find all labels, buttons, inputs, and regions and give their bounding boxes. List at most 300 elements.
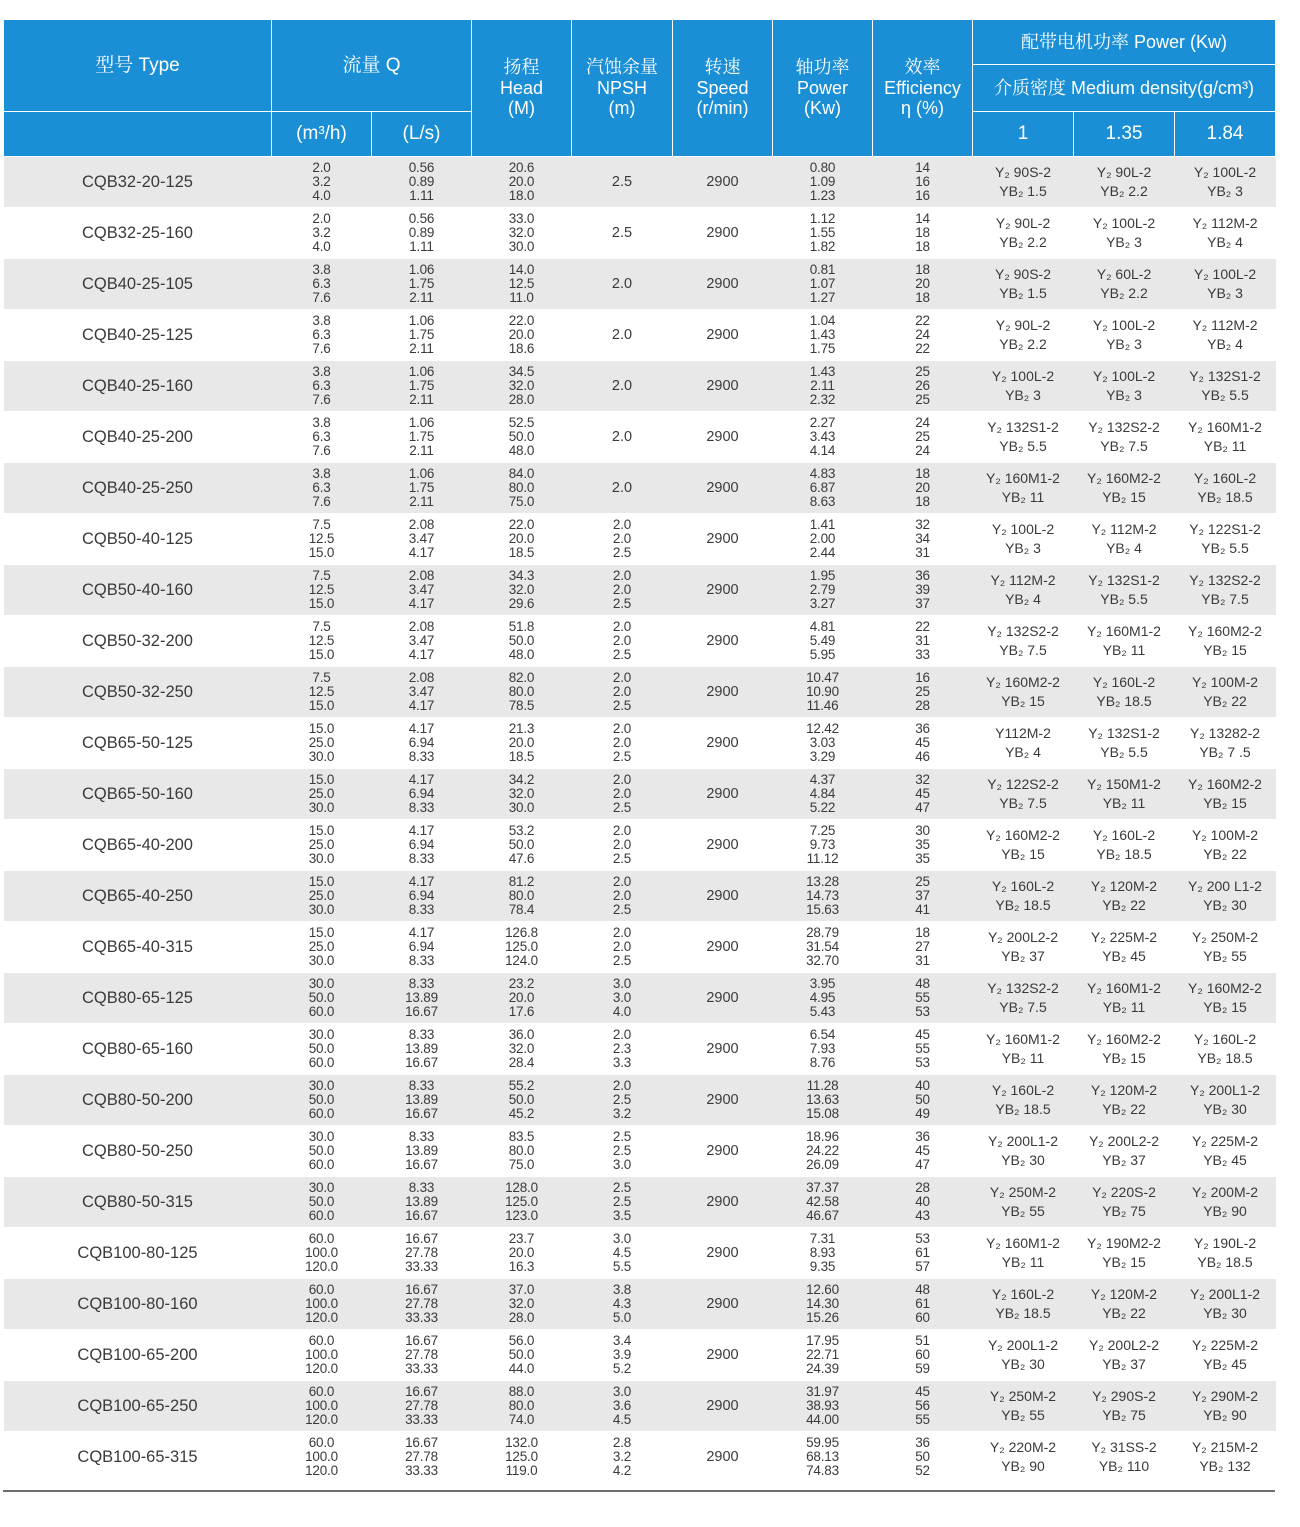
cell-value: 20	[915, 480, 930, 495]
cell-head	[472, 463, 572, 514]
cell-speed: 2900	[673, 259, 773, 310]
cell-value: 125.0	[505, 939, 538, 954]
cell-npsh	[572, 820, 673, 871]
cell-value: 119.0	[505, 1463, 538, 1478]
cell-motor-density-3	[1175, 1126, 1276, 1177]
cell-value: 3.0	[612, 990, 632, 1005]
cell-value: 16.67	[405, 1055, 438, 1070]
cell-value: 4.37	[809, 772, 836, 787]
cell-value: 22.0	[508, 313, 535, 328]
header-flow: 流量 Q	[272, 20, 472, 112]
cell-motor-density-1	[973, 412, 1074, 463]
cell-value: 18	[915, 925, 930, 940]
motor-model: Y₂ 160M1-2	[1087, 623, 1161, 639]
cell-value: 6.3	[312, 378, 331, 393]
table-row	[4, 871, 1276, 922]
cell-value: 53	[915, 1231, 930, 1246]
cell-value: 7.6	[312, 290, 331, 305]
cell-value: 78.4	[508, 902, 535, 917]
cell-value: 32	[915, 772, 930, 787]
cell-value: 30.0	[308, 1180, 335, 1195]
cell-value: 3.0	[612, 1157, 632, 1172]
cell-model: CQB40-25-160	[4, 361, 272, 412]
cell-value: 2.5	[612, 851, 632, 866]
cell-npsh	[572, 1330, 673, 1381]
cell-value: 100.0	[305, 1347, 338, 1362]
cell-value: 2.0	[612, 721, 632, 736]
cell-q-ls	[372, 157, 472, 208]
motor-model: Y₂ 160L-2	[991, 1286, 1055, 1302]
cell-motor-density-1	[973, 361, 1074, 412]
cell-head	[472, 514, 572, 565]
cell-value: 51	[915, 1333, 930, 1348]
cell-value: 0.56	[408, 160, 435, 175]
cell-value: 3.8	[312, 364, 331, 379]
motor-model: Y₂ 100L-2	[991, 368, 1055, 384]
cell-npsh	[572, 1432, 673, 1483]
cell-value: 8.93	[809, 1245, 836, 1260]
header-head	[472, 20, 572, 157]
motor-model: Y₂ 160M2-2	[1087, 470, 1161, 486]
cell-value: 6.3	[312, 276, 331, 291]
cell-value: 1.11	[409, 239, 434, 254]
table-row	[4, 361, 1276, 412]
cell-value: 82.0	[508, 670, 535, 685]
cell-value: 3.8	[612, 1282, 632, 1297]
table-row	[4, 718, 1276, 769]
cell-value: 3.27	[809, 596, 836, 611]
cell-value: 2.5	[612, 800, 632, 815]
cell-value: 18.96	[806, 1129, 839, 1144]
cell-motor-density-2	[1074, 259, 1175, 310]
cell-motor-density-1	[973, 871, 1074, 922]
motor-power: YB₂ 7.5	[1100, 438, 1148, 454]
motor-power: YB₂ 22	[1102, 1101, 1146, 1117]
motor-model: Y₂ 60L-2	[1096, 266, 1152, 282]
cell-value: 16.67	[405, 1004, 438, 1019]
cell-motor-density-2	[1074, 871, 1175, 922]
cell-model: CQB40-25-250	[4, 463, 272, 514]
cell-value: 60.0	[308, 1282, 335, 1297]
cell-power	[773, 667, 873, 718]
cell-value: 80.0	[508, 888, 535, 903]
motor-model: Y₂ 90L-2	[995, 317, 1051, 333]
pump-spec-table	[3, 19, 1276, 1483]
motor-model: Y₂ 100L-2	[991, 521, 1055, 537]
motor-model: Y₂ 160M1-2	[1087, 980, 1161, 996]
cell-value: 2.27	[809, 415, 836, 430]
cell-value: 3.2	[312, 174, 331, 189]
cell-power	[773, 1075, 873, 1126]
cell-power	[773, 769, 873, 820]
cell-value: 15.0	[308, 721, 335, 736]
motor-power: YB₂ 45	[1102, 948, 1146, 964]
cell-value: 0.89	[408, 174, 435, 189]
cell-value: 27.78	[405, 1398, 438, 1413]
cell-value: 25	[915, 392, 930, 407]
cell-value: 100.0	[305, 1296, 338, 1311]
cell-motor-density-2	[1074, 1228, 1175, 1279]
cell-value: 1.41	[809, 517, 836, 532]
cell-value: 2.11	[810, 378, 835, 393]
motor-power: YB₂ 3	[1207, 183, 1243, 199]
cell-value: 4.84	[809, 786, 836, 801]
cell-value: 2.08	[408, 517, 435, 532]
cell-value: 4.0	[312, 239, 331, 254]
cell-value: 2.0	[612, 837, 632, 852]
header-head-en: Head	[499, 77, 544, 98]
cell-value: 27	[915, 939, 930, 954]
cell-model: CQB80-65-125	[4, 973, 272, 1024]
motor-power: YB₂ 45	[1203, 1356, 1247, 1372]
cell-value: 44.00	[806, 1412, 839, 1427]
cell-q-ls	[372, 616, 472, 667]
cell-motor-density-1	[973, 616, 1074, 667]
cell-value: 57	[915, 1259, 930, 1274]
cell-value: 2.0	[612, 670, 632, 685]
cell-q-m3h	[272, 667, 372, 718]
cell-value: 12.5	[308, 633, 335, 648]
cell-value: 31	[915, 545, 930, 560]
cell-motor-density-1	[973, 820, 1074, 871]
motor-model: Y₂ 100L-2	[1193, 266, 1257, 282]
cell-value: 48	[915, 1282, 930, 1297]
cell-value: 30.0	[308, 1078, 335, 1093]
cell-value: 3.95	[809, 976, 836, 991]
cell-value: 55.2	[508, 1078, 535, 1093]
cell-value: 3.47	[408, 531, 435, 546]
cell-value: 37.37	[806, 1180, 839, 1195]
cell-value: 26	[915, 378, 930, 393]
table-row	[4, 769, 1276, 820]
cell-npsh	[572, 565, 673, 616]
motor-power: YB₂ 3	[1106, 336, 1142, 352]
cell-value: 30.0	[308, 1129, 335, 1144]
motor-power: YB₂ 110	[1098, 1458, 1150, 1474]
cell-value: 24.22	[806, 1143, 839, 1158]
cell-value: 28.79	[806, 925, 839, 940]
motor-model: Y₂ 190M2-2	[1087, 1235, 1161, 1251]
cell-value: 2.5	[612, 596, 632, 611]
cell-value: 2.0	[612, 823, 632, 838]
cell-head	[472, 1381, 572, 1432]
cell-speed: 2900	[673, 973, 773, 1024]
cell-q-m3h	[272, 1432, 372, 1483]
motor-power: YB₂ 15	[1001, 693, 1045, 709]
cell-value: 4.81	[809, 619, 836, 634]
cell-speed: 2900	[673, 1126, 773, 1177]
header-eff-en: Efficiency	[884, 77, 961, 98]
cell-value: 14.30	[806, 1296, 839, 1311]
motor-power: YB₂ 1.5	[999, 183, 1047, 199]
cell-value: 22	[915, 341, 930, 356]
cell-value: 2.11	[409, 290, 434, 305]
cell-speed: 2900	[673, 820, 773, 871]
cell-value: 8.33	[408, 1078, 435, 1093]
cell-value: 2.5	[612, 1092, 632, 1107]
cell-q-m3h	[272, 1126, 372, 1177]
motor-power: YB₂ 3	[1005, 540, 1041, 556]
header-npsh-cn: 汽蚀余量	[586, 56, 658, 77]
header-power-unit: (Kw)	[804, 98, 841, 119]
cell-value: 2.0	[612, 1027, 632, 1042]
motor-power: YB₂ 22	[1203, 846, 1247, 862]
cell-speed: 2900	[673, 1432, 773, 1483]
motor-power: YB₂ 30	[1001, 1152, 1045, 1168]
cell-motor-density-3	[1175, 718, 1276, 769]
table-row	[4, 1330, 1276, 1381]
cell-npsh	[572, 616, 673, 667]
cell-value: 1.55	[809, 225, 836, 240]
header-density-1: 1	[973, 112, 1074, 157]
cell-motor-density-1	[973, 1177, 1074, 1228]
cell-value: 0.56	[408, 211, 435, 226]
cell-value: 5.49	[809, 633, 836, 648]
cell-motor-density-2	[1074, 157, 1175, 208]
table-row	[4, 922, 1276, 973]
cell-value: 27.78	[405, 1347, 438, 1362]
cell-value: 45.2	[508, 1106, 535, 1121]
cell-value: 46.67	[806, 1208, 839, 1223]
motor-model: Y₂ 160M1-2	[986, 1031, 1060, 1047]
cell-value: 60.0	[308, 1435, 335, 1450]
table-row	[4, 1228, 1276, 1279]
cell-power	[773, 565, 873, 616]
cell-head	[472, 1228, 572, 1279]
cell-q-ls	[372, 1279, 472, 1330]
cell-value: 6.94	[408, 786, 435, 801]
cell-value: 16.3	[508, 1259, 535, 1274]
cell-motor-density-1	[973, 1228, 1074, 1279]
cell-speed: 2900	[673, 1024, 773, 1075]
cell-value: 28	[915, 698, 930, 713]
header-density-2: 1.35	[1074, 112, 1175, 157]
cell-npsh	[572, 769, 673, 820]
table-row	[4, 1432, 1276, 1483]
cell-value: 3.0	[612, 1384, 632, 1399]
motor-power: YB₂ 4	[1106, 540, 1142, 556]
cell-model: CQB100-65-200	[4, 1330, 272, 1381]
cell-motor-density-1	[973, 922, 1074, 973]
cell-value: 78.5	[508, 698, 535, 713]
cell-value: 31.54	[806, 939, 839, 954]
motor-model: Y₂ 90L-2	[1096, 164, 1152, 180]
cell-head	[472, 208, 572, 259]
motor-model: Y₂ 132S2-2	[1088, 419, 1160, 435]
cell-value: 1.06	[408, 364, 435, 379]
cell-motor-density-3	[1175, 973, 1276, 1024]
cell-value: 50.0	[308, 1092, 335, 1107]
cell-motor-density-3	[1175, 310, 1276, 361]
cell-value: 18.5	[508, 545, 535, 560]
cell-head	[472, 412, 572, 463]
cell-value: 1.82	[809, 239, 836, 254]
cell-value: 34	[915, 531, 930, 546]
cell-value: 2.11	[409, 341, 434, 356]
cell-value: 34.5	[508, 364, 535, 379]
cell-eff	[873, 514, 973, 565]
cell-motor-density-1	[973, 463, 1074, 514]
cell-value: 7.6	[312, 443, 331, 458]
motor-model: Y₂ 132S2-2	[987, 980, 1059, 996]
cell-value: 1.75	[408, 480, 435, 495]
cell-value: 125.0	[505, 1449, 538, 1464]
cell-value: 24	[915, 443, 930, 458]
table-row	[4, 1177, 1276, 1228]
cell-value: 28.4	[508, 1055, 535, 1070]
cell-power	[773, 1228, 873, 1279]
cell-value: 36	[915, 568, 930, 583]
cell-head	[472, 769, 572, 820]
cell-speed: 2900	[673, 208, 773, 259]
cell-value: 75.0	[508, 1157, 535, 1172]
cell-eff	[873, 1432, 973, 1483]
cell-q-ls	[372, 820, 472, 871]
motor-model: Y₂ 132S1-2	[1189, 368, 1261, 384]
cell-head	[472, 718, 572, 769]
cell-value: 25	[915, 364, 930, 379]
cell-value: 1.06	[408, 262, 435, 277]
header-motor-power: 配带电机功率 Power (Kw)	[973, 20, 1276, 65]
cell-value: 12.42	[806, 721, 839, 736]
cell-value: 32.0	[508, 1296, 535, 1311]
cell-value: 33.33	[405, 1310, 438, 1325]
cell-value: 34.3	[508, 568, 535, 583]
cell-value: 4.17	[408, 596, 435, 611]
cell-value: 2.08	[408, 619, 435, 634]
cell-motor-density-3	[1175, 1228, 1276, 1279]
motor-power: YB₂ 4	[1207, 234, 1243, 250]
cell-value: 36.0	[508, 1027, 535, 1042]
cell-motor-density-3	[1175, 361, 1276, 412]
cell-value: 51.8	[508, 619, 535, 634]
cell-value: 49	[915, 1106, 930, 1121]
cell-value: 60.0	[308, 1231, 335, 1246]
motor-power: YB₂ 75	[1102, 1203, 1146, 1219]
motor-power: YB₂ 75	[1102, 1407, 1146, 1423]
motor-model: Y₂ 112M-2	[1091, 521, 1157, 537]
cell-value: 8.33	[408, 902, 435, 917]
cell-value: 100.0	[305, 1449, 338, 1464]
cell-value: 46	[915, 749, 930, 764]
cell-head	[472, 820, 572, 871]
cell-q-m3h	[272, 871, 372, 922]
cell-value: 4.17	[408, 698, 435, 713]
cell-model: CQB100-80-160	[4, 1279, 272, 1330]
cell-value: 25.0	[308, 888, 335, 903]
cell-motor-density-1	[973, 1330, 1074, 1381]
cell-value: 68.13	[806, 1449, 839, 1464]
cell-speed: 2900	[673, 157, 773, 208]
cell-q-ls	[372, 565, 472, 616]
motor-model: Y₂ 132S1-2	[1088, 725, 1160, 741]
cell-speed: 2900	[673, 922, 773, 973]
cell-value: 53	[915, 1055, 930, 1070]
motor-power: YB₂ 5.5	[999, 438, 1047, 454]
motor-model: Y₂ 100L-2	[1092, 215, 1156, 231]
cell-value: 8.33	[408, 1129, 435, 1144]
cell-value: 3.47	[408, 633, 435, 648]
cell-q-m3h	[272, 1381, 372, 1432]
cell-value: 22.0	[508, 517, 535, 532]
cell-power	[773, 259, 873, 310]
cell-npsh: 2.5	[572, 208, 673, 259]
cell-q-ls	[372, 310, 472, 361]
cell-value: 74.0	[508, 1412, 535, 1427]
cell-eff	[873, 769, 973, 820]
cell-value: 22	[915, 313, 930, 328]
cell-value: 20	[915, 276, 930, 291]
cell-q-m3h	[272, 1330, 372, 1381]
cell-head	[472, 361, 572, 412]
cell-value: 1.11	[409, 188, 434, 203]
cell-value: 11.12	[806, 851, 839, 866]
cell-value: 15.0	[308, 698, 335, 713]
cell-value: 4.0	[612, 1004, 632, 1019]
cell-value: 2.5	[612, 1194, 632, 1209]
motor-model: Y₂ 200L1-2	[987, 1337, 1059, 1353]
cell-value: 5.95	[809, 647, 836, 662]
cell-value: 14	[915, 160, 930, 175]
cell-value: 50.0	[508, 429, 535, 444]
cell-value: 53	[915, 1004, 930, 1019]
motor-model: Y₂ 100L-2	[1092, 317, 1156, 333]
cell-value: 16	[915, 174, 930, 189]
cell-value: 3.2	[612, 1449, 632, 1464]
cell-value: 61	[915, 1245, 930, 1260]
cell-value: 16.67	[405, 1208, 438, 1223]
cell-value: 28.0	[508, 392, 535, 407]
cell-value: 48.0	[508, 443, 535, 458]
motor-power: YB₂ 15	[1102, 1050, 1146, 1066]
cell-value: 8.33	[408, 1180, 435, 1195]
motor-power: YB₂ 11	[1001, 489, 1045, 505]
motor-model: Y₂ 112M-2	[1192, 215, 1258, 231]
cell-speed: 2900	[673, 1228, 773, 1279]
cell-value: 37.0	[508, 1282, 535, 1297]
cell-value: 2.0	[612, 619, 632, 634]
cell-value: 1.06	[408, 466, 435, 481]
cell-power	[773, 922, 873, 973]
cell-npsh	[572, 667, 673, 718]
cell-value: 45	[915, 786, 930, 801]
table-row	[4, 1126, 1276, 1177]
header-flow-unit-m3h: (m³/h)	[272, 112, 372, 157]
cell-motor-density-2	[1074, 1177, 1175, 1228]
cell-value: 13.28	[806, 874, 839, 889]
cell-q-ls	[372, 412, 472, 463]
cell-npsh: 2.0	[572, 259, 673, 310]
cell-q-ls	[372, 769, 472, 820]
cell-npsh	[572, 1381, 673, 1432]
motor-power: YB₂ 11	[1001, 1254, 1045, 1270]
motor-power: YB₂ 90	[1203, 1407, 1247, 1423]
cell-value: 2.08	[408, 670, 435, 685]
cell-value: 30	[915, 823, 930, 838]
cell-motor-density-3	[1175, 1330, 1276, 1381]
cell-value: 83.5	[508, 1129, 535, 1144]
cell-eff	[873, 616, 973, 667]
cell-head	[472, 157, 572, 208]
cell-value: 35	[915, 851, 930, 866]
cell-motor-density-3	[1175, 1279, 1276, 1330]
cell-value: 0.81	[809, 262, 836, 277]
cell-motor-density-2	[1074, 1024, 1175, 1075]
cell-eff	[873, 157, 973, 208]
cell-value: 3.5	[612, 1208, 632, 1223]
cell-motor-density-1	[973, 157, 1074, 208]
cell-value: 25.0	[308, 735, 335, 750]
